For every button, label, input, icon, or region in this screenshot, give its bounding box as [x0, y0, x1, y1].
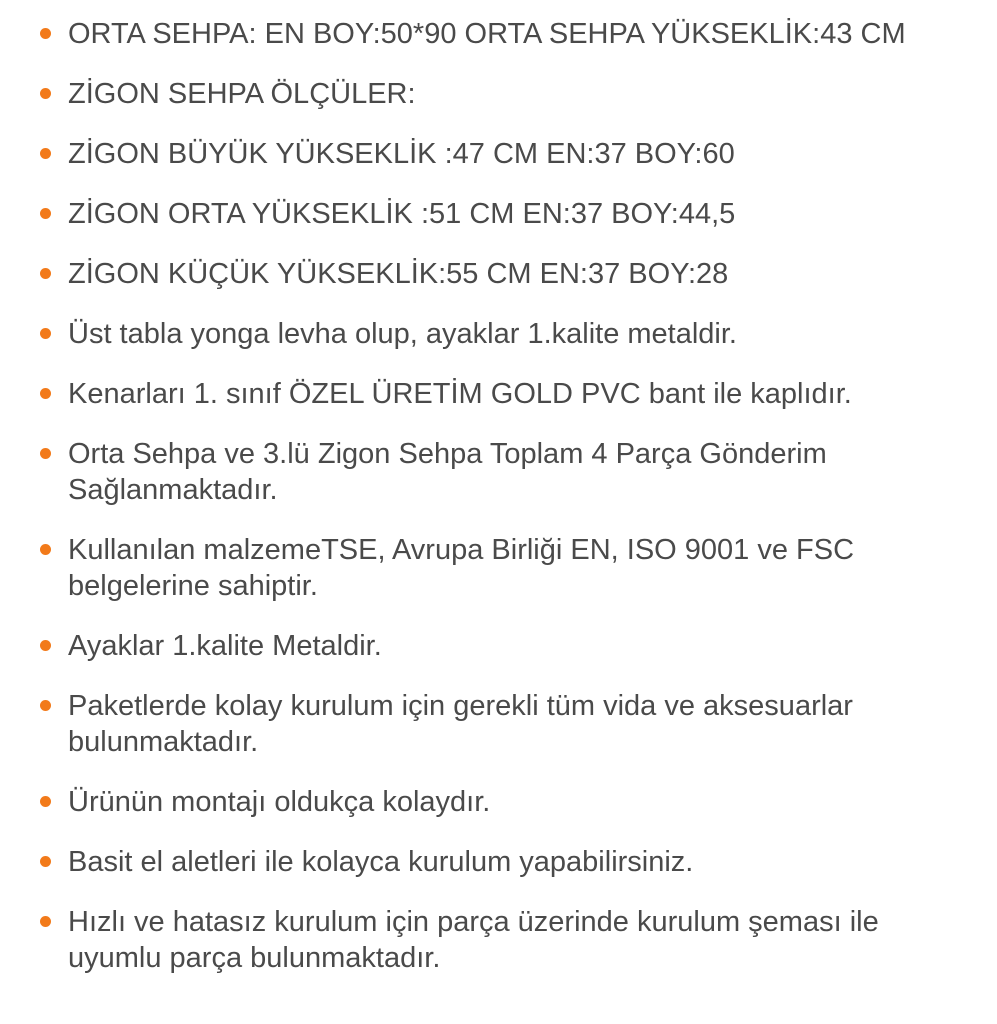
bullet-dot-icon	[40, 88, 51, 99]
bullet-dot-icon	[40, 268, 51, 279]
bullet-dot-icon	[40, 448, 51, 459]
bullet-dot-icon	[40, 916, 51, 927]
feature-text: Üst tabla yonga levha olup, ayaklar 1.kalite metaldir.	[68, 318, 737, 350]
feature-text: ZİGON SEHPA ÖLÇÜLER:	[68, 78, 416, 110]
bullet-dot-icon	[40, 148, 51, 159]
feature-item	[40, 196, 957, 232]
bullet-dot-icon	[40, 388, 51, 399]
bullet-dot-icon	[40, 208, 51, 219]
bullet-dot-icon	[40, 856, 51, 867]
feature-text: Orta Sehpa ve 3.lü Zigon Sehpa Toplam 4 Parça Gönderim Sağlanmaktadır.	[68, 438, 827, 506]
feature-item	[40, 16, 957, 52]
feature-item	[40, 316, 957, 352]
bullet-dot-icon	[40, 28, 51, 39]
feature-item	[40, 688, 957, 760]
feature-item	[40, 628, 957, 664]
feature-text: Paketlerde kolay kurulum için gerekli tüm vida ve aksesuarlar bulunmaktadır.	[68, 690, 853, 758]
feature-text: Ürünün montajı oldukça kolaydır.	[68, 786, 491, 818]
feature-text: ZİGON ORTA YÜKSEKLİK :51 CM EN:37 BOY:44,5	[68, 198, 736, 230]
feature-item	[40, 784, 957, 820]
feature-item	[40, 136, 957, 172]
feature-text: ZİGON KÜÇÜK YÜKSEKLİK:55 CM EN:37 BOY:28	[68, 258, 729, 290]
feature-item	[40, 844, 957, 880]
bullet-dot-icon	[40, 544, 51, 555]
feature-text: Kullanılan malzemeTSE, Avrupa Birliği EN, ISO 9001 ve FSC belgelerine sahiptir.	[68, 534, 855, 602]
feature-text: ORTA SEHPA: EN BOY:50*90 ORTA SEHPA YÜKSEKLİK:43 CM	[68, 18, 906, 50]
feature-item	[40, 376, 957, 412]
feature-text: ZİGON BÜYÜK YÜKSEKLİK :47 CM EN:37 BOY:60	[68, 138, 735, 170]
feature-item	[40, 76, 957, 112]
bullet-dot-icon	[40, 640, 51, 651]
bullet-dot-icon	[40, 796, 51, 807]
feature-item	[40, 436, 957, 508]
feature-text: Kenarları 1. sınıf ÖZEL ÜRETİM GOLD PVC bant ile kaplıdır.	[68, 378, 852, 410]
feature-text: Ayaklar 1.kalite Metaldir.	[68, 630, 382, 662]
bullet-dot-icon	[40, 700, 51, 711]
feature-item	[40, 532, 957, 604]
feature-text: Hızlı ve hatasız kurulum için parça üzerinde kurulum şeması ile uyumlu parça bulunmaktadır.	[68, 906, 879, 974]
feature-item	[40, 256, 957, 292]
feature-item	[40, 904, 957, 976]
feature-text: Basit el aletleri ile kolayca kurulum yapabilirsiniz.	[68, 846, 694, 878]
bullet-dot-icon	[40, 328, 51, 339]
